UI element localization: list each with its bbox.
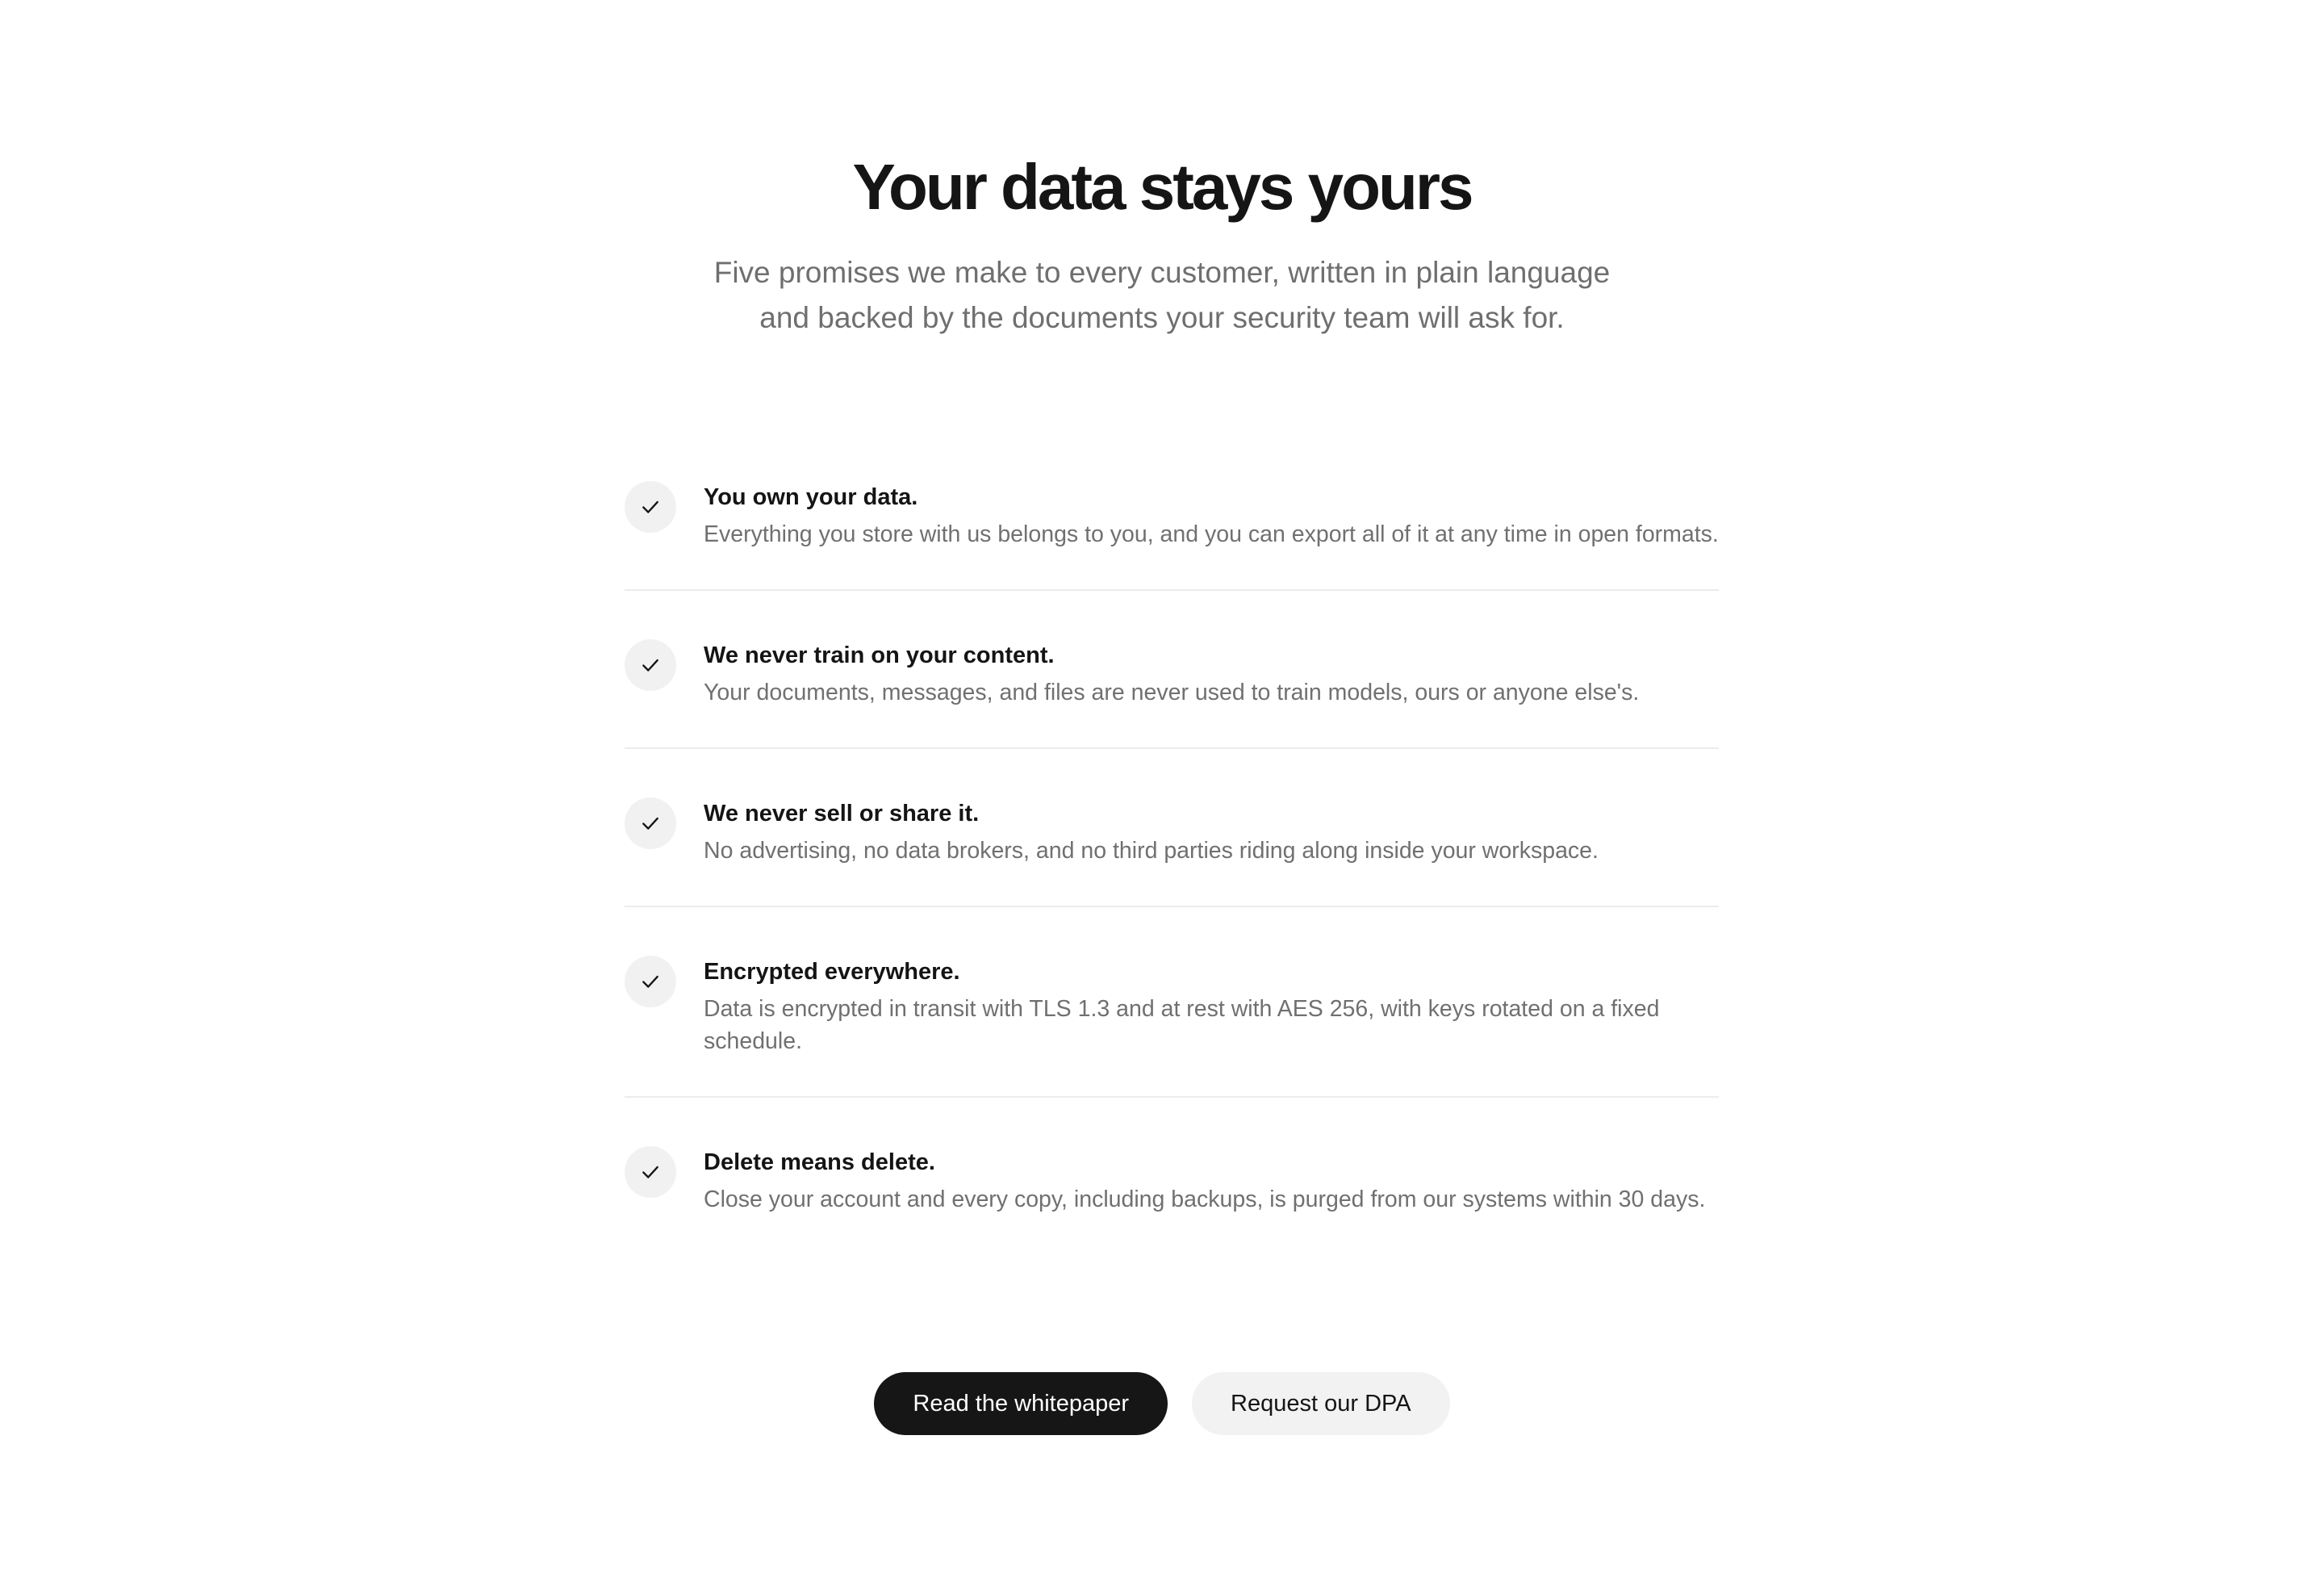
promise-title: You own your data. (704, 484, 918, 510)
promise-body (704, 468, 1719, 550)
subtitle-line-1: Five promises we make to every customer, written in plain language (713, 256, 1611, 289)
promise-item-no-training (625, 626, 1719, 749)
promise-item-own-data (625, 468, 1719, 591)
promise-body (704, 785, 1719, 867)
check-icon (625, 481, 676, 533)
promise-body (704, 626, 1719, 709)
page-title: Your data stays yours (852, 151, 1472, 223)
check-icon (625, 797, 676, 849)
check-icon (625, 1146, 676, 1198)
promise-item-no-selling (625, 785, 1719, 907)
promise-item-deletion (625, 1133, 1719, 1254)
request-dpa-button[interactable]: Request our DPA (1192, 1372, 1450, 1435)
promise-title: We never sell or share it. (704, 801, 980, 827)
hero-section (0, 145, 2324, 341)
promise-description: No advertising, no data brokers, and no third parties riding along inside your workspace. (704, 838, 1599, 864)
page-subtitle (662, 250, 1662, 341)
promise-body (704, 943, 1719, 1057)
check-icon (625, 956, 676, 1007)
promise-title: We never train on your content. (704, 642, 1055, 668)
action-buttons (0, 1372, 2324, 1435)
read-whitepaper-button[interactable]: Read the whitepaper (874, 1372, 1168, 1435)
promise-list (625, 468, 1719, 1254)
promise-description: Your documents, messages, and files are never used to train models, ours or anyone else's. (704, 680, 1640, 705)
promise-item-encryption (625, 943, 1719, 1098)
promise-title: Delete means delete. (704, 1149, 935, 1175)
check-icon (625, 639, 676, 691)
promise-body (704, 1133, 1719, 1216)
promise-title: Encrypted everywhere. (704, 959, 960, 985)
promise-description: Close your account and every copy, including backups, is purged from our systems within 30 days. (704, 1186, 1706, 1212)
subtitle-line-2: and backed by the documents your security team will ask for. (759, 301, 1565, 334)
promise-description: Everything you store with us belongs to you, and you can export all of it at any time in open formats. (704, 521, 1719, 547)
promise-description: Data is encrypted in transit with TLS 1.3 and at rest with AES 256, with keys rotated on a fixed schedule. (704, 996, 1660, 1054)
